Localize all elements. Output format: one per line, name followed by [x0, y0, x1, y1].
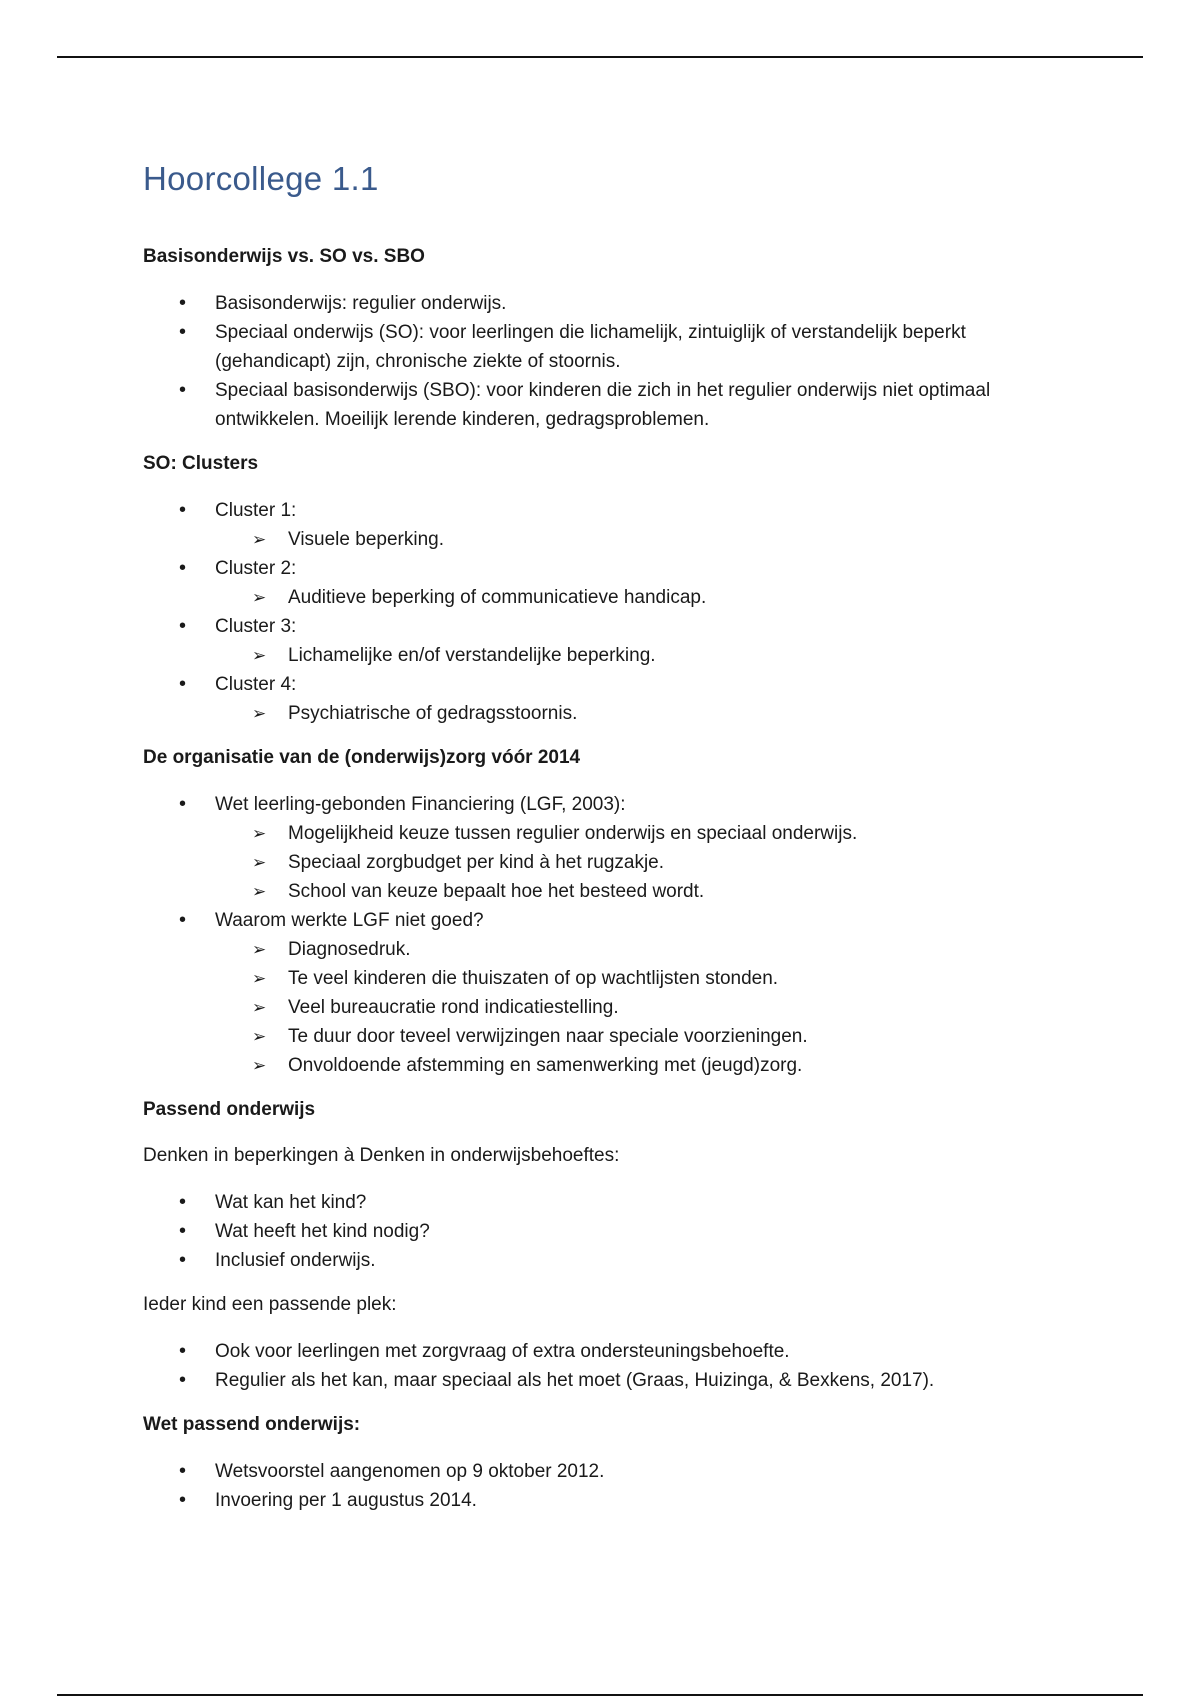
- list-item: • Basisonderwijs: regulier onderwijs.: [143, 289, 1073, 318]
- section-heading-clusters: SO: Clusters: [143, 453, 259, 474]
- list-item: • Speciaal onderwijs (SO): voor leerlingen die lichamelijk, zintuiglijk of verstandelijk beperkt (gehandicapt) zijn, chronische ziekte of stoornis.: [143, 318, 1073, 376]
- header-rule: [57, 56, 1143, 58]
- list-item: • Inclusief onderwijs.: [143, 1246, 1073, 1275]
- sub-list-item: ➢ Mogelijkheid keuze tussen regulier onderwijs en speciaal onderwijs.: [143, 819, 1073, 848]
- list-item: • Regulier als het kan, maar speciaal als het moet (Graas, Huizinga, & Bexkens, 2017).: [143, 1366, 1073, 1395]
- list-item: • Cluster 3: ➢ Lichamelijke en/of verstandelijke beperking.: [143, 612, 1073, 670]
- list-item: • Wet leerling-gebonden Financiering (LGF, 2003): ➢ Mogelijkheid keuze tussen regulier onderwijs en speciaal onderwijs. ➢ Speciaal zorgbudget per kind à het rugzakje. ➢ School van keuze bepaalt hoe het besteed wordt.: [143, 790, 1073, 906]
- list-item: • Wetsvoorstel aangenomen op 9 oktober 2012.: [143, 1457, 1073, 1486]
- sub-list-item: ➢ Auditieve beperking of communicatieve handicap.: [143, 583, 1073, 612]
- sub-list-item: ➢ Lichamelijke en/of verstandelijke beperking.: [143, 641, 1073, 670]
- document-page: [143, 160, 1073, 1531]
- list-item: • Ook voor leerlingen met zorgvraag of extra ondersteuningsbehoefte.: [143, 1337, 1073, 1366]
- sub-list-item: ➢ Speciaal zorgbudget per kind à het rugzakje.: [143, 848, 1073, 877]
- list-organisatie: [143, 790, 1073, 1080]
- sub-list-item: ➢ Psychiatrische of gedragsstoornis.: [143, 699, 1073, 728]
- list-basisonderwijs: [143, 289, 1073, 434]
- paragraph-denken: Denken in beperkingen à Denken in onderwijsbehoeftes:: [143, 1145, 620, 1166]
- list-item: • Invoering per 1 augustus 2014.: [143, 1486, 1073, 1515]
- list-item: • Waarom werkte LGF niet goed? ➢ Diagnosedruk. ➢ Te veel kinderen die thuiszaten of op wachtlijsten stonden. ➢ Veel bureaucratie rond indicatiestelling. ➢ Te duur door teveel verwijzingen naar speciale voorzieningen. ➢ Onvoldoende afstemming en samenwerking met (jeugd)zorg.: [143, 906, 1073, 1080]
- footer-rule: [57, 1694, 1143, 1696]
- section-heading-organisatie: De organisatie van de (onderwijs)zorg vóór 2014: [143, 747, 581, 768]
- list-wet: [143, 1457, 1073, 1515]
- list-item: • Cluster 1: ➢ Visuele beperking.: [143, 496, 1073, 554]
- sub-list-item: ➢ Te veel kinderen die thuiszaten of op wachtlijsten stonden.: [143, 964, 1073, 993]
- document-title: Hoorcollege 1.1: [143, 160, 379, 197]
- sub-list-item: ➢ Onvoldoende afstemming en samenwerking met (jeugd)zorg.: [143, 1051, 1073, 1080]
- list-item: • Speciaal basisonderwijs (SBO): voor kinderen die zich in het regulier onderwijs niet optimaal ontwikkelen. Moeilijk lerende kinderen, gedragsproblemen.: [143, 376, 1073, 434]
- section-heading-basisonderwijs: Basisonderwijs vs. SO vs. SBO: [143, 246, 425, 267]
- sub-list-item: ➢ Visuele beperking.: [143, 525, 1073, 554]
- list-denken: [143, 1188, 1073, 1275]
- sub-list-item: ➢ Diagnosedruk.: [143, 935, 1073, 964]
- list-ieder-kind: [143, 1337, 1073, 1395]
- sub-list-item: ➢ Te duur door teveel verwijzingen naar speciale voorzieningen.: [143, 1022, 1073, 1051]
- list-item: • Cluster 2: ➢ Auditieve beperking of communicatieve handicap.: [143, 554, 1073, 612]
- list-item: • Cluster 4: ➢ Psychiatrische of gedragsstoornis.: [143, 670, 1073, 728]
- paragraph-ieder-kind: Ieder kind een passende plek:: [143, 1294, 397, 1315]
- sub-list-item: ➢ School van keuze bepaalt hoe het besteed wordt.: [143, 877, 1073, 906]
- list-item: • Wat heeft het kind nodig?: [143, 1217, 1073, 1246]
- list-clusters: [143, 496, 1073, 728]
- list-item: • Wat kan het kind?: [143, 1188, 1073, 1217]
- section-heading-passend-onderwijs: Passend onderwijs: [143, 1099, 316, 1120]
- sub-list-item: ➢ Veel bureaucratie rond indicatiestelling.: [143, 993, 1073, 1022]
- section-heading-wet-passend-onderwijs: Wet passend onderwijs:: [143, 1414, 361, 1435]
